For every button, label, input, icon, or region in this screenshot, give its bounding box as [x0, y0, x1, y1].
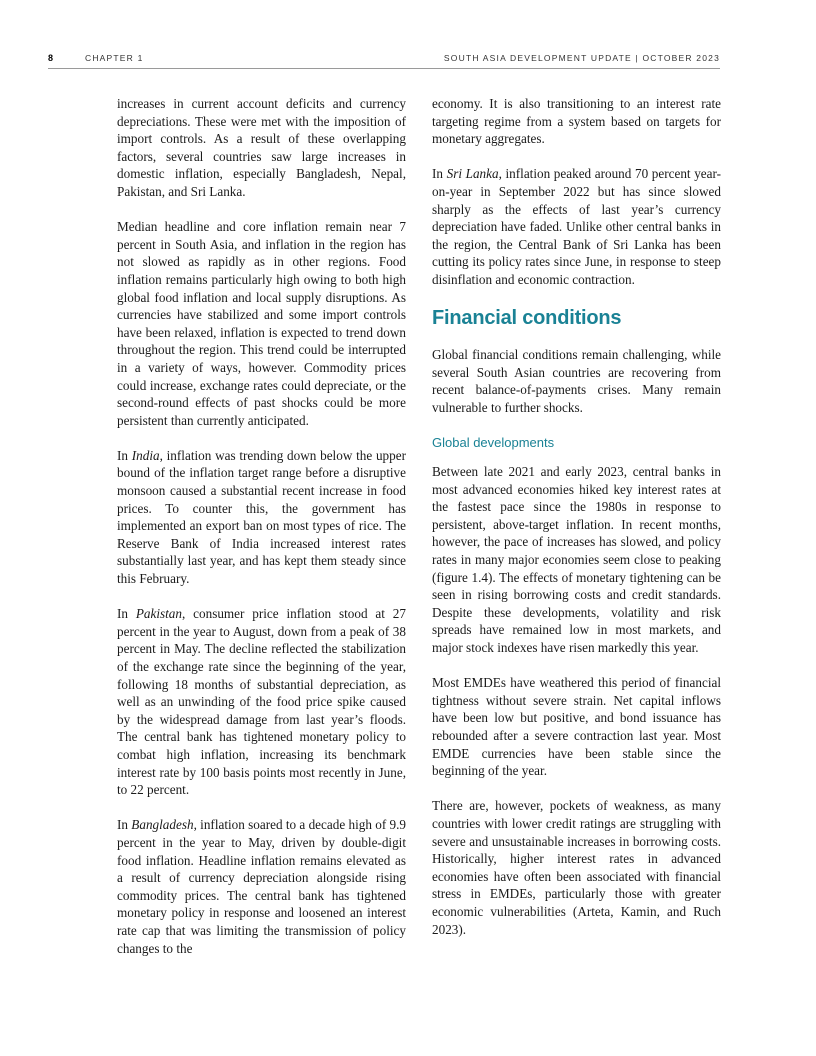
- paragraph-sri-lanka: In Sri Lanka, inflation peaked around 70 percent year-on-year in September 2022 but has since slowed sharply as the effects of last year’s currency depreciation have faded. Unlike other central banks in the region, the Central Bank of Sri Lanka has been cutting its policy rates since June, in response to steep disinflation and economic contraction.: [432, 166, 722, 287]
- paragraph: Most EMDEs have weathered this period of financial tightness without severe strain. Net capital inflows have been low but positive, and bond issuance has rebounded after a severe contraction last year. Most EMDE currencies have been stable since the beginning of the year.: [432, 675, 721, 779]
- paragraph: Between late 2021 and early 2023, central banks in most advanced economies hiked key interest rates at the fastest pace since the 1980s in response to persistent, above-target inflation. In recent months, however, the pace of increases has slowed, and policy rates in many major economies seem close to peaking (figure 1.4). The effects of monetary tightening can be seen in rising borrowing costs and credit standards. Despite these developments, volatility and risk spreads have remained low in most markets, and major stock indexes have risen markedly this year.: [432, 464, 721, 656]
- chapter-label: CHAPTER 1: [85, 53, 144, 63]
- running-header: [48, 53, 720, 65]
- country-name: Pakistan: [135, 606, 182, 622]
- country-name: Sri Lanka: [446, 166, 499, 182]
- subsection-heading: Global developments: [432, 435, 555, 451]
- paragraph-india: In India, inflation was trending down below the upper bound of the inflation target range before a disruptive monsoon caused a substantial recent increase in food prices. To counter this, the government has implemented an export ban on most types of rice. The Reserve Bank of India increased interest rates substantially last year, and has kept them steady since this February.: [117, 447, 406, 587]
- right-column: [432, 95, 721, 956]
- paragraph-bangladesh: In Bangladesh, inflation soared to a decade high of 9.9 percent in the year to May, driven by double-digit food inflation. Headline inflation remains elevated as a result of currency depreciation alongside rising commodity prices. The central bank has tightened monetary policy in response and loosened an interest rate cap that was limiting the transmission of policy changes to the: [117, 817, 406, 956]
- paragraph: Global financial conditions remain challenging, while several South Asian countries are recovering from recent balance-of-payments crises. Many remain vulnerable to further shocks.: [432, 347, 721, 415]
- running-title: SOUTH ASIA DEVELOPMENT UPDATE | OCTOBER 2023: [443, 53, 720, 63]
- paragraph: increases in current account deficits and currency depreciations. These were met with the imposition of import controls. As a result of these overlapping factors, several countries saw large increases in domestic inflation, especially Bangladesh, Nepal, Pakistan, and Sri Lanka.: [117, 96, 406, 199]
- paragraph: There are, however, pockets of weakness, as many countries with lower credit ratings are struggling with severe and unsustainable increases in borrowing costs. Historically, higher interest rates in advanced economies have often been associated with financial stress in EMDEs, particularly those with greater economic vulnerabilities (Arteta, Kamin, and Ruch 2023).: [432, 798, 721, 937]
- page-number: 8: [48, 53, 54, 63]
- left-column: [117, 95, 406, 975]
- country-name: India: [131, 447, 160, 463]
- paragraph: Median headline and core inflation remain near 7 percent in South Asia, and inflation in the region has not slowed as rapidly as in other regions. Food inflation remains particularly high owing to both high global food inflation and local supply disruptions. As currencies have stabilized and some import controls have been relaxed, inflation is expected to trend down throughout the region. This trend could be interrupted in a variety of ways, however. Commodity prices could increase, exchange rates could depreciate, or the second-round effects of past shocks could be more persistent than currently anticipated.: [117, 219, 406, 428]
- section-heading: Financial conditions: [432, 307, 622, 330]
- paragraph: economy. It is also transitioning to an interest rate targeting regime from a system based on targets for monetary aggregates.: [432, 96, 721, 147]
- paragraph-pakistan: In Pakistan, consumer price inflation stood at 27 percent in the year to August, down from a peak of 38 percent in May. The decline reflected the stabilization of the exchange rate since the beginning of the year, following 18 months of substantial depreciation, as well as an unwinding of the food price spike caused by the widespread damage from last year’s floods. The central bank has tightened monetary policy to combat high inflation, increasing its benchmark interest rate by 100 basis points most recently in June, to 22 percent.: [117, 606, 406, 798]
- header-rule: [48, 68, 720, 69]
- country-name: Bangladesh: [131, 817, 194, 833]
